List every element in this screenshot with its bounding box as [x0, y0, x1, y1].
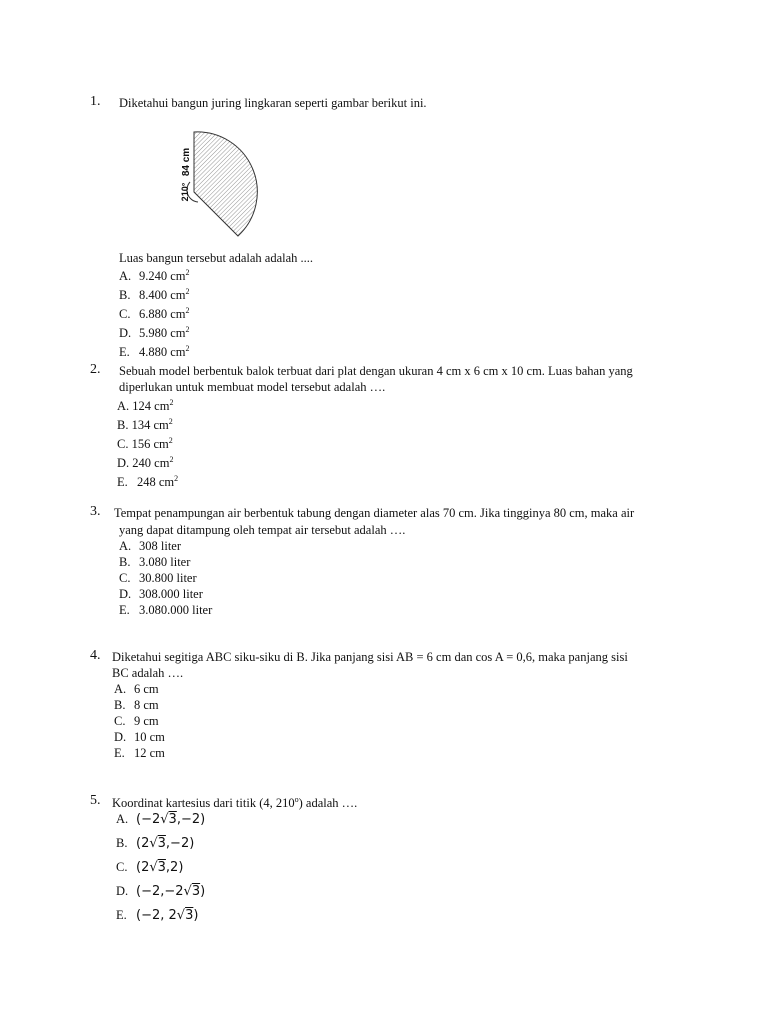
question-4-stem-line1: Diketahui segitiga ABC siku-siku di B. Jika panjang sisi AB = 6 cm dan cos A = 0,6, maka panjang sisi	[112, 650, 628, 664]
option-2b[interactable]: B. 134 $cm^2$	[117, 417, 173, 432]
option-2e[interactable]: E. 248 $cm^2$	[117, 474, 179, 489]
question-4-options	[114, 681, 165, 761]
option-3c[interactable]: C. 30.800 liter	[119, 571, 197, 585]
question-1-options	[119, 265, 190, 360]
question-3-number: 3.	[90, 504, 101, 519]
radius-label: 84 cm	[181, 147, 192, 177]
question-1-prompt: Luas bangun tersebut adalah adalah ....	[119, 251, 314, 265]
option-3a[interactable]: A. 308 liter	[119, 539, 182, 553]
option-5e[interactable]: E. (−2, 2√3)	[116, 908, 199, 923]
question-1-number: 1.	[90, 94, 101, 109]
question-5-stem: Koordinat kartesius dari titik (4, 210$^o$) adalah ….	[112, 795, 358, 810]
question-2-stem-line2: diperlukan untuk membuat model tersebut adalah ….	[119, 380, 386, 394]
question-4-stem-line2: BC adalah ….	[112, 666, 184, 680]
option-4a[interactable]: A. 6 cm	[114, 682, 159, 696]
option-5b[interactable]: B. (2√3,−2)	[116, 836, 195, 851]
question-3-options	[119, 538, 212, 618]
question-2-number: 2.	[90, 362, 101, 377]
option-1d[interactable]: D. 5.980 $cm^2$	[119, 325, 190, 340]
option-1a[interactable]: A. 9.240 $cm^2$	[119, 268, 190, 283]
option-4c[interactable]: C. 9 cm	[114, 714, 159, 728]
angle-label: 210°	[180, 182, 190, 202]
option-5a[interactable]: A. (−2√3,−2)	[116, 812, 206, 827]
question-4-number: 4.	[90, 648, 101, 663]
question-5-number: 5.	[90, 793, 101, 808]
question-3-stem-line2: yang dapat ditampung oleh tempat air tersebut adalah ….	[119, 523, 406, 537]
option-1b[interactable]: B. 8.400 $cm^2$	[119, 287, 190, 302]
sector-shape	[194, 132, 257, 236]
option-5c[interactable]: C. (2√3,2)	[116, 860, 184, 875]
option-4d[interactable]: D. 10 cm	[114, 730, 165, 744]
option-3b[interactable]: B. 3.080 liter	[119, 555, 191, 569]
option-4e[interactable]: E. 12 cm	[114, 746, 165, 760]
question-2-stem-line1: Sebuah model berbentuk balok terbuat dari plat dengan ukuran 4 cm x 6 cm x 10 cm. Luas bahan yang	[119, 364, 633, 378]
sector-figure	[160, 126, 260, 252]
option-5d[interactable]: D. (−2,−2√3)	[116, 884, 206, 899]
option-1e[interactable]: E. 4.880 $cm^2$	[119, 344, 190, 359]
option-2c[interactable]: C. 156 $cm^2$	[117, 436, 173, 451]
question-2-options	[117, 395, 178, 490]
option-1c[interactable]: C. 6.880 $cm^2$	[119, 306, 190, 321]
option-3e[interactable]: E. 3.080.000 liter	[119, 603, 213, 617]
option-2a[interactable]: A. 124 $cm^2$	[117, 398, 174, 413]
option-2d[interactable]: D. 240 $cm^2$	[117, 455, 174, 470]
option-4b[interactable]: B. 8 cm	[114, 698, 159, 712]
option-3d[interactable]: D. 308.000 liter	[119, 587, 203, 601]
question-5-options	[116, 812, 205, 932]
question-3-stem-line1: Tempat penampungan air berbentuk tabung dengan diameter alas 70 cm. Jika tingginya 80 cm, maka air	[114, 506, 635, 520]
question-1-stem: Diketahui bangun juring lingkaran seperti gambar berikut ini.	[119, 96, 427, 110]
